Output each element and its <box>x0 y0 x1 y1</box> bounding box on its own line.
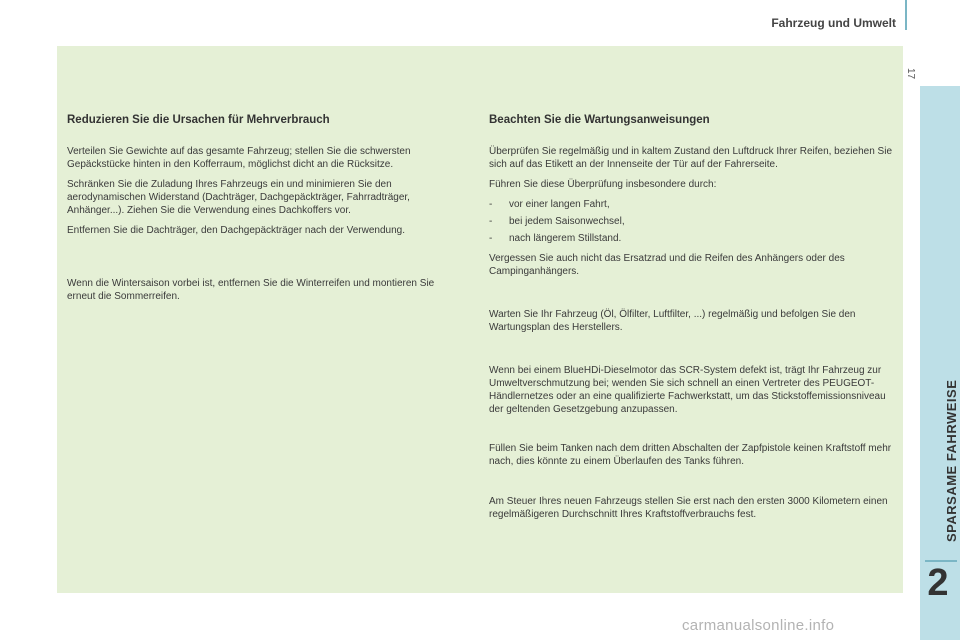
paragraph-maintenance: Warten Sie Ihr Fahrzeug (Öl, Ölfilter, Luftfilter, ...) regelmäßig und befolgen Sie den Wartungsplan des Herstellers. <box>489 309 856 333</box>
paragraph-weight-distribution: Verteilen Sie Gewichte auf das gesamte Fahrzeug; stellen Sie die schwersten Gepäckstücke hinten in den Kofferraum, möglichst dicht an die Rücksitze. <box>67 146 411 170</box>
list-dash: - <box>489 233 493 244</box>
list-item-text: bei jedem Saisonwechsel, <box>509 216 625 227</box>
list-dash: - <box>489 216 493 227</box>
list-item-text: vor einer langen Fahrt, <box>509 199 610 210</box>
list-item <box>489 215 895 228</box>
paragraph-refuelling: Füllen Sie beim Tanken nach dem dritten Abschalten der Zapfpistole keinen Kraftstoff mehr nach, dies könnte zu einem Überlaufen des Tanks führen. <box>489 443 892 467</box>
section-title: Fahrzeug und Umwelt <box>771 16 896 30</box>
list-item <box>489 198 895 211</box>
list-item <box>489 232 895 245</box>
page-number: 17 <box>905 68 916 80</box>
paragraph-running-in: Am Steuer Ihres neuen Fahrzeugs stellen Sie erst nach den ersten 3000 Kilometern einen regelmäßigeren Durchschnitt Ihres Kraftstoffverbrauchs fest. <box>489 496 888 520</box>
paragraph-tyre-pressure: Überprüfen Sie regelmäßig und in kaltem Zustand den Luftdruck Ihrer Reifen, beziehen Sie sich auf das Etikett an der Innenseite der Tür auf der Fahrerseite. <box>489 146 893 170</box>
right-column-heading: Beachten Sie die Wartungsanweisungen <box>489 114 710 126</box>
chapter-tab-label: SPARSAME FAHRWEISE <box>944 379 959 542</box>
paragraph-winter-tyres: Wenn die Wintersaison vorbei ist, entfernen Sie die Winterreifen und montieren Sie erneut die Sommerreifen. <box>67 278 435 302</box>
paragraph-scr-system: Wenn bei einem BlueHDi-Dieselmotor das SCR-System defekt ist, trägt Ihr Fahrzeug zur Umweltverschmutzung bei; wenden Sie sich schnell an einen Vertreter des PEUGEOT-Händlernetzes oder an eine qualifizierte Fachwerkstatt, um das Stickstoffemissionsniveau der geltenden Gesetzgebung anzupassen. <box>489 365 886 415</box>
paragraph-roof-rack-removal: Entfernen Sie die Dachträger, den Dachgepäckträger nach der Verwendung. <box>67 225 405 236</box>
content-panel <box>57 46 903 593</box>
paragraph-load-reduction: Schränken Sie die Zuladung Ihres Fahrzeugs ein und minimieren Sie den aerodynamischen Widerstand (Dachträger, Dachgepäckträger, Fahrradträger, Anhänger...). Ziehen Sie die Verwendung eines Dachkoffers vor. <box>67 179 410 216</box>
right-column <box>489 114 895 528</box>
header-divider <box>905 0 907 30</box>
watermark: carmanualsonline.info <box>682 617 835 634</box>
list-item-text: nach längerem Stillstand. <box>509 233 622 244</box>
paragraph-check-lead: Führen Sie diese Überprüfung insbesondere durch: <box>489 179 717 190</box>
paragraph-spare-wheel: Vergessen Sie auch nicht das Ersatzrad und die Reifen des Anhängers oder des Campinganhängers. <box>489 253 845 277</box>
check-occasions-list <box>489 198 895 245</box>
left-column-heading: Reduzieren Sie die Ursachen für Mehrverbrauch <box>67 114 330 126</box>
list-dash: - <box>489 199 493 210</box>
left-column <box>67 114 465 310</box>
chapter-side-tab <box>920 86 960 640</box>
chapter-number: 2 <box>927 562 949 604</box>
